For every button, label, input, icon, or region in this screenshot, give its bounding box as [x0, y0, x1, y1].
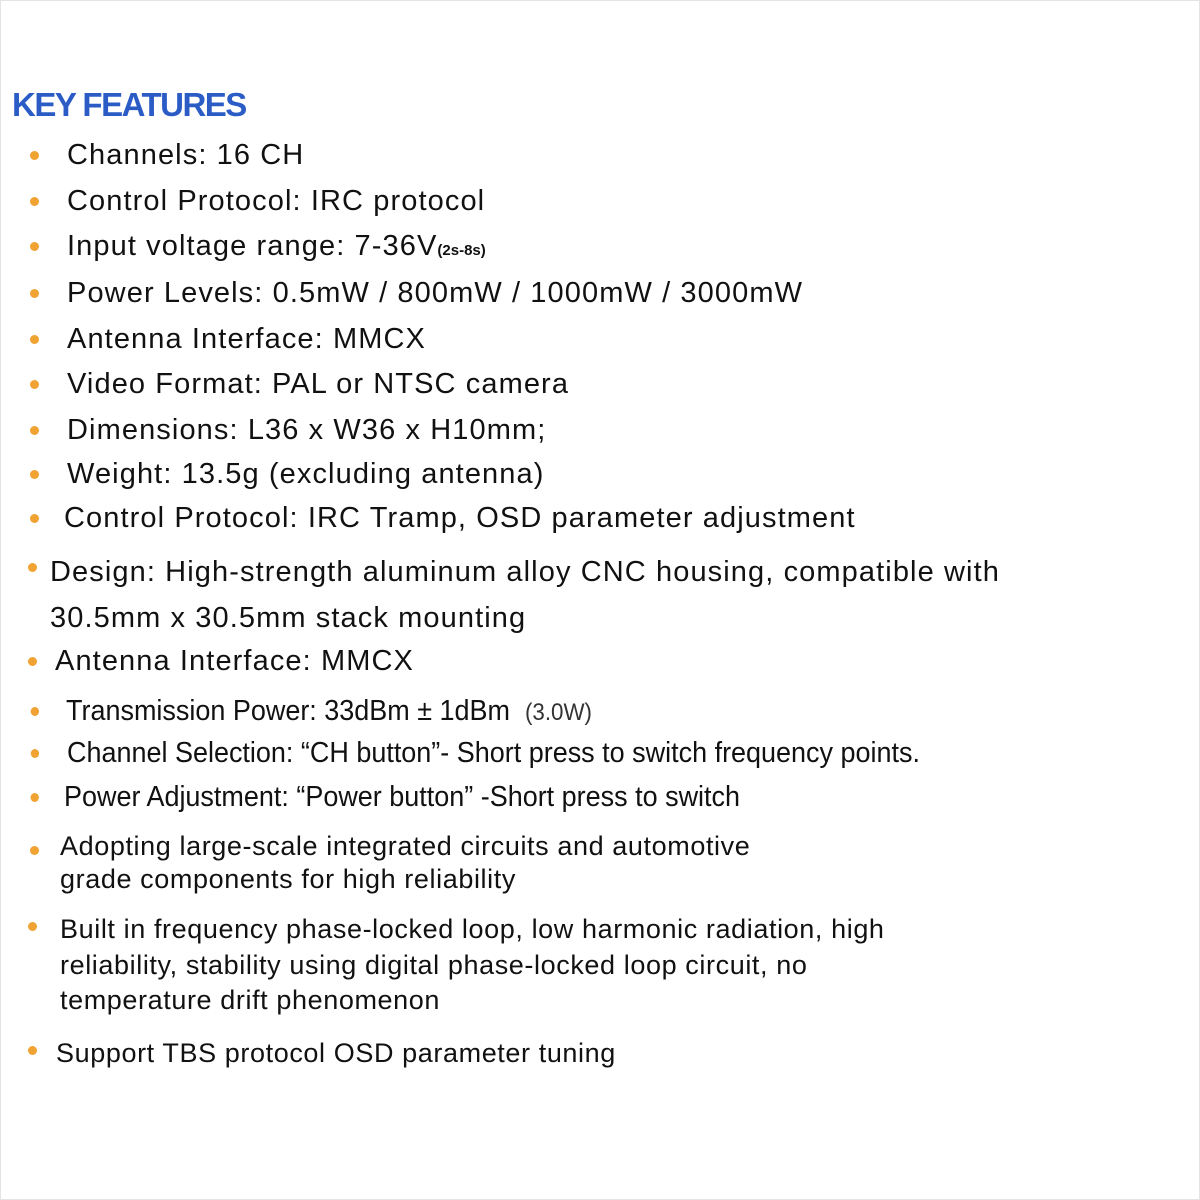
feature-text: Built in frequency phase-locked loop, low harmonic radiation, high [60, 914, 885, 944]
feature-text: Adopting large-scale integrated circuits and automotive [60, 831, 751, 861]
feature-text: grade components for high reliability [60, 864, 516, 894]
bullet-icon [30, 242, 39, 251]
feature-antenna-2 [55, 643, 414, 679]
feature-text: Dimensions: L36 x W36 x H10mm; [67, 414, 547, 446]
feature-power-levels [67, 275, 803, 311]
bullet-icon [31, 793, 39, 802]
feature-text: temperature drift phenomenon [60, 985, 441, 1015]
bullet-icon [31, 707, 39, 716]
feature-text: Design: High-strength aluminum alloy CNC housing, compatible with [50, 556, 1000, 588]
feature-suffix: (3.0W) [524, 699, 592, 726]
feature-control-protocol-tramp [64, 500, 856, 536]
bullet-icon [28, 657, 37, 666]
feature-text: Antenna Interface: MMCX [55, 645, 414, 677]
feature-input-voltage [67, 228, 486, 269]
feature-suffix: (2s-8s) [437, 242, 486, 259]
bullet-icon [30, 197, 39, 206]
feature-tbs-protocol [56, 1036, 616, 1070]
feature-text: Power Levels: 0.5mW / 800mW / 1000mW / 3000mW [67, 277, 804, 309]
bullet-icon [30, 470, 39, 479]
feature-video-format [67, 366, 569, 402]
bullet-icon [31, 749, 39, 758]
bullet-icon [30, 151, 39, 160]
feature-text: Input voltage range: 7-36V [67, 230, 438, 262]
bullet-icon [30, 426, 39, 435]
bullet-icon [28, 1046, 37, 1055]
bullet-icon [30, 289, 39, 298]
feature-weight [67, 456, 545, 492]
bullet-icon [28, 922, 37, 931]
key-features-heading: KEY FEATURES [12, 86, 246, 123]
feature-text: Power Adjustment: “Power button” -Short press to switch [64, 781, 741, 813]
bullet-icon [30, 380, 39, 389]
feature-text: Antenna Interface: MMCX [67, 323, 426, 355]
feature-channel-selection [67, 735, 920, 771]
feature-text: Control Protocol: IRC protocol [67, 185, 486, 217]
feature-text: Weight: 13.5g (excluding antenna) [67, 458, 545, 490]
feature-text: 30.5mm x 30.5mm stack mounting [50, 602, 527, 634]
feature-text: Support TBS protocol OSD parameter tuning [56, 1038, 616, 1068]
bullet-icon [30, 335, 39, 344]
feature-integrated-circuits [60, 830, 750, 896]
bullet-icon [30, 514, 39, 523]
feature-design [50, 554, 1000, 636]
feature-text: Control Protocol: IRC Tramp, OSD parameter adjustment [64, 502, 856, 534]
feature-channels [67, 137, 304, 173]
feature-text: reliability, stability using digital phase-locked loop circuit, no [60, 949, 808, 980]
feature-control-protocol [67, 183, 485, 219]
feature-dimensions [67, 412, 546, 448]
feature-text: Transmission Power: 33dBm ± 1dBm [66, 695, 510, 727]
feature-text: Video Format: PAL or NTSC camera [67, 368, 570, 400]
feature-pll [60, 912, 885, 1019]
bullet-icon [30, 846, 39, 855]
feature-transmission-power [66, 693, 592, 731]
feature-antenna [67, 321, 426, 357]
feature-text: Channels: 16 CH [67, 139, 305, 171]
feature-text: Channel Selection: “CH button”- Short press to switch frequency points. [67, 737, 920, 769]
feature-power-adjustment [64, 779, 740, 815]
bullet-icon [28, 563, 37, 572]
